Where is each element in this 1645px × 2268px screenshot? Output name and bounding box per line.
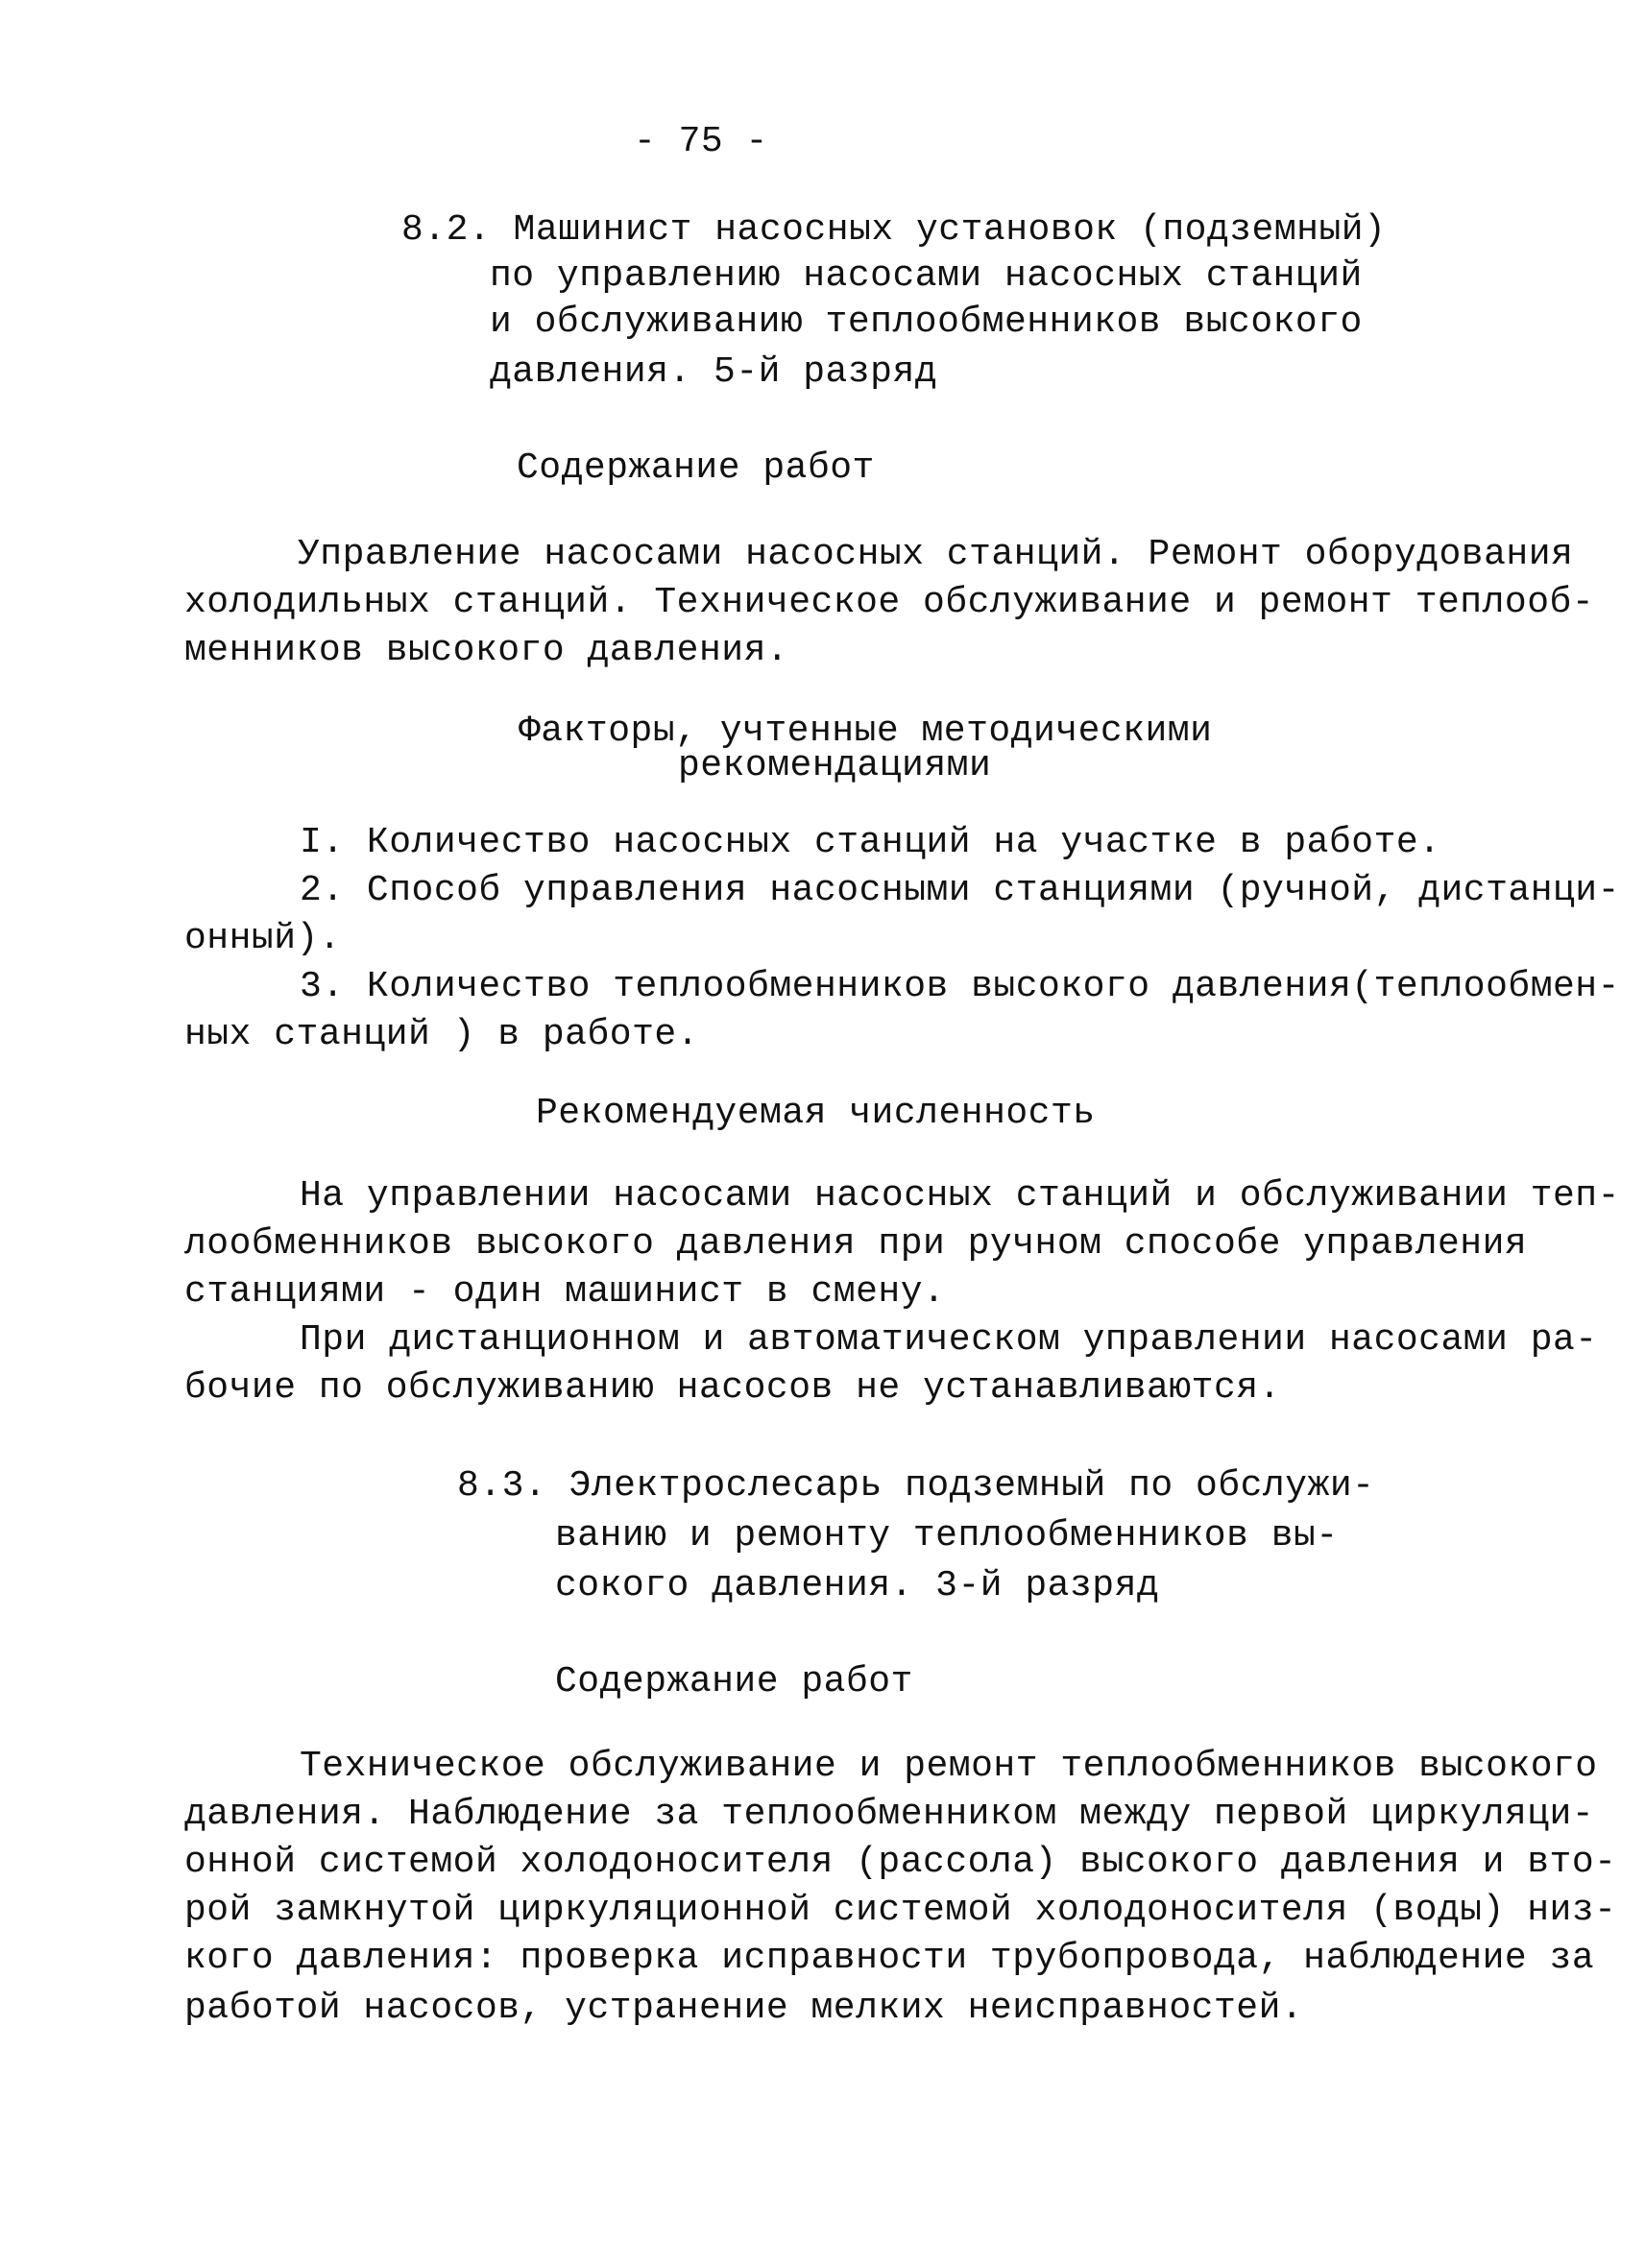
paragraph-line: кого давления: проверка исправности трубопровода, наблюдение за bbox=[184, 1938, 1595, 1979]
factor-line: I. Количество насосных станций на участке в работе. bbox=[300, 822, 1441, 863]
staffing-title: Рекомендуемая численность bbox=[536, 1093, 1096, 1134]
paragraph-line: При дистанционном и автоматическом управлении насосами ра- bbox=[300, 1319, 1598, 1361]
heading-line: по управлению насосами насосных станций bbox=[490, 255, 1363, 297]
factor-line: ных станций ) в работе. bbox=[184, 1014, 699, 1055]
content-title: Содержание работ bbox=[555, 1661, 913, 1702]
paragraph-line: онной системой холодоносителя (рассола) высокого давления и вто- bbox=[184, 1842, 1617, 1883]
factors-title-line: Факторы, учтенные методическими bbox=[519, 711, 1213, 752]
paragraph-line: На управлении насосами насосных станций и обслуживании теп- bbox=[300, 1175, 1620, 1217]
heading-line: давления. 5-й разряд bbox=[490, 351, 938, 393]
page-number: - 75 - bbox=[634, 121, 768, 162]
factor-line: онный). bbox=[184, 918, 342, 959]
heading-line: ванию и ремонту теплообменников вы- bbox=[555, 1515, 1339, 1556]
paragraph-line: бочие по обслуживанию насосов не устанавливаются. bbox=[184, 1367, 1281, 1409]
factor-line: 3. Количество теплообменников высокого давления(теплообмен- bbox=[300, 966, 1620, 1007]
factor-line: 2. Способ управления насосными станциями (ручной, дистанци- bbox=[300, 870, 1620, 911]
paragraph-line: работой насосов, устранение мелких неисправностей. bbox=[184, 1988, 1304, 2029]
paragraph-line: станциями - один машинист в смену. bbox=[184, 1271, 946, 1313]
paragraph-line: давления. Наблюдение за теплообменником между первой циркуляци- bbox=[184, 1794, 1595, 1835]
paragraph-line: Управление насосами насосных станций. Ремонт оборудования bbox=[298, 534, 1574, 575]
heading-line: сокого давления. 3-й разряд bbox=[555, 1565, 1160, 1606]
paragraph-line: Техническое обслуживание и ремонт теплообменников высокого bbox=[300, 1746, 1598, 1787]
content-title: Содержание работ bbox=[517, 447, 875, 489]
paragraph-line: лообменников высокого давления при ручном способе управления bbox=[184, 1223, 1528, 1265]
paragraph-line: менников высокого давления. bbox=[184, 630, 789, 671]
paragraph-line: холодильных станций. Техническое обслуживание и ремонт теплооб- bbox=[184, 582, 1595, 623]
paragraph-line: рой замкнутой циркуляционной системой холодоносителя (воды) низ- bbox=[184, 1890, 1617, 1931]
factors-title-line: рекомендациями bbox=[678, 745, 992, 786]
heading-line: и обслуживанию теплообменников высокого bbox=[490, 302, 1363, 343]
heading-line: 8.3. Электрослесарь подземный по обслужи- bbox=[457, 1465, 1375, 1507]
heading-line: 8.2. Машинист насосных установок (подземный) bbox=[401, 209, 1387, 251]
